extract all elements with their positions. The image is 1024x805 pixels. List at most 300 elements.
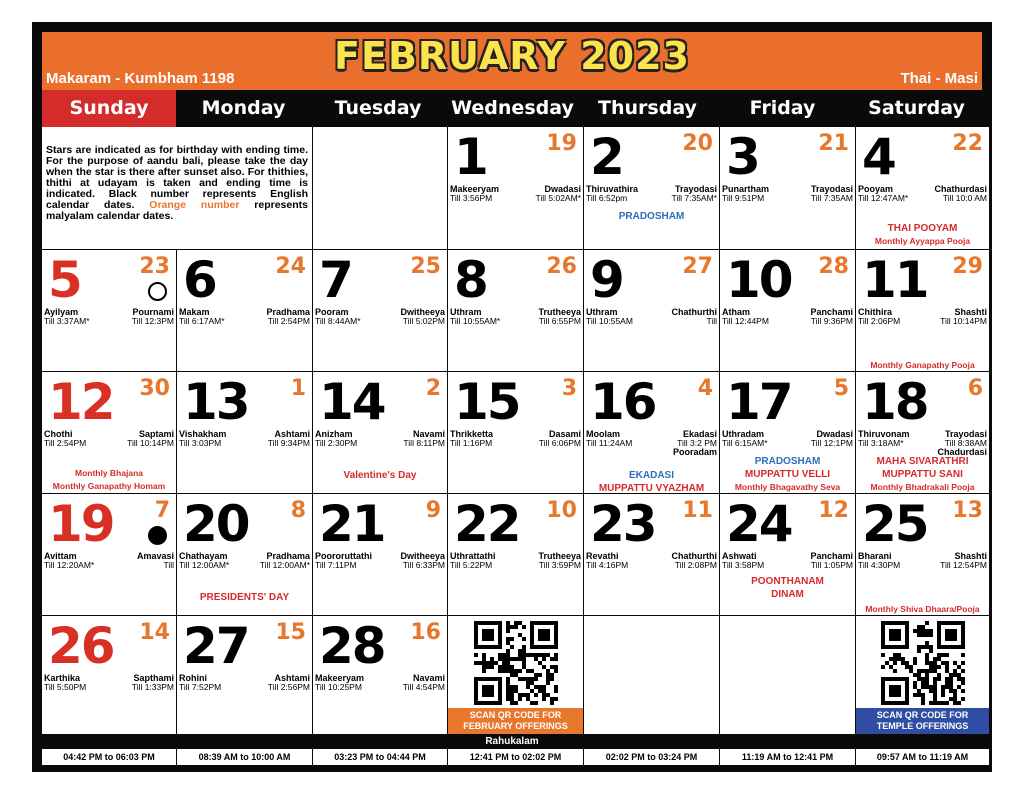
- day-cell-17: [720, 372, 855, 493]
- thithi-name: Dwitheeya: [400, 551, 445, 561]
- star-name: Pooyam: [858, 184, 894, 194]
- star-info: [722, 552, 764, 570]
- full-moon-icon: [148, 282, 167, 301]
- malayalam-date: 22: [952, 131, 983, 156]
- thithi-name: Dwitheeya: [400, 307, 445, 317]
- malayalam-date: 12: [818, 498, 849, 523]
- thithi-till: Till 12:1PM: [810, 438, 853, 448]
- thithi-till: Till: [163, 560, 174, 570]
- day-cell-28: [313, 616, 447, 734]
- day-cell-1: [448, 127, 583, 249]
- star-info: [179, 430, 226, 448]
- event-label: MAHA SIVARATHRI: [876, 456, 969, 467]
- malayalam-date: 8: [290, 498, 306, 523]
- thithi-info: [400, 308, 445, 326]
- rahukalam-friday: 11:19 AM to 12:41 PM: [720, 749, 855, 765]
- day-cell-13: [177, 372, 312, 493]
- thithi-till: Till 5:02PM: [402, 316, 445, 326]
- thithi-name: Panchami: [810, 307, 853, 317]
- star-info: [586, 430, 632, 448]
- event-label: MUPPATTU VELLI: [744, 469, 831, 480]
- star-till: Till 10:55AM: [586, 316, 633, 326]
- rahukalam-label: Rahukalam: [42, 734, 982, 749]
- malayalam-date: 21: [818, 131, 849, 156]
- star-name: Ayilyam: [44, 307, 79, 317]
- gregorian-date: 22: [454, 495, 520, 553]
- star-name: Thrikketta: [450, 429, 494, 439]
- gregorian-date: 24: [726, 495, 792, 553]
- rahukalam-wednesday: 12:41 PM to 02:02 PM: [448, 749, 583, 765]
- star-till: Till 2:54PM: [44, 438, 87, 448]
- day-cell-19: [42, 494, 176, 615]
- star-info: [44, 430, 86, 448]
- malayalam-date: 23: [139, 254, 170, 279]
- star-info: [858, 185, 908, 203]
- star-info: [44, 674, 86, 692]
- event-label: Monthly Bhagavathy Seva: [734, 482, 841, 492]
- thithi-info: [937, 430, 987, 457]
- qr-temple-caption: [856, 708, 989, 734]
- thithi-name: Trayodasi: [944, 429, 987, 439]
- day-cell-9: [584, 250, 719, 371]
- rahukalam-monday: 08:39 AM to 10:00 AM: [177, 749, 312, 765]
- day-cell-27: [177, 616, 312, 734]
- star-info: [450, 185, 499, 203]
- star-name: Chithira: [858, 307, 893, 317]
- malayalam-date: 4: [697, 376, 713, 401]
- thithi-info: [132, 308, 174, 326]
- malayalam-date: 28: [818, 254, 849, 279]
- malayalam-date: 20: [682, 131, 713, 156]
- event-label: POONTHANAM: [751, 576, 824, 587]
- star-till: Till 2:30PM: [315, 438, 358, 448]
- new-moon-icon: [148, 526, 167, 545]
- event-label: Valentine's Day: [343, 470, 417, 481]
- thithi-till: Till 7:35AM*: [671, 193, 717, 203]
- day-cell-11: [856, 250, 989, 371]
- star-till: Till 5:50PM: [44, 682, 87, 692]
- thithi-name: Pournami: [132, 307, 174, 317]
- thithi-till: Till 12:3PM: [131, 316, 174, 326]
- malayalam-date: 29: [952, 254, 983, 279]
- event-label: Monthly Ayyappa Pooja: [874, 236, 971, 246]
- thithi-info: [940, 552, 987, 570]
- rahukalam-row: [42, 749, 982, 765]
- event-label: Monthly Bhajana: [74, 468, 143, 478]
- thithi-name: Pradhama: [266, 551, 310, 561]
- gregorian-date: 1: [454, 128, 487, 186]
- malayalam-date: 30: [139, 376, 170, 401]
- malayalam-date: 11: [682, 498, 713, 523]
- thithi-info: [673, 430, 717, 457]
- qr-february-offerings[interactable]: [448, 616, 583, 734]
- malayalam-date: 24: [275, 254, 306, 279]
- thithi-name: Ashtami: [274, 429, 310, 439]
- thithi-name: Navami: [412, 673, 445, 683]
- weekday-header: [42, 90, 982, 127]
- qr-february-caption: [448, 708, 583, 734]
- thithi-till: Till 2:08PM: [674, 560, 717, 570]
- thithi-name: Chathurdasi: [934, 184, 987, 194]
- star-info: [858, 308, 900, 326]
- star-name: Bharani: [858, 551, 892, 561]
- malayalam-date: 2: [425, 376, 441, 401]
- star-info: [722, 430, 768, 448]
- thithi-info: [268, 674, 310, 692]
- event-label: PRADOSHAM: [754, 456, 821, 467]
- day-cell-21: [313, 494, 447, 615]
- thithi-info: [811, 185, 853, 203]
- weekday-tuesday: Tuesday: [311, 90, 445, 127]
- thithi-till: Till 12:00AM*: [259, 560, 310, 570]
- thithi-till: Till 1:05PM: [810, 560, 853, 570]
- star-till: Till 10:25PM: [315, 682, 362, 692]
- star-till: Till 2:06PM: [858, 316, 901, 326]
- qr-code-icon[interactable]: [474, 621, 558, 705]
- star-name: Moolam: [586, 429, 621, 439]
- calendar-grid: [42, 127, 987, 734]
- star-info: [450, 430, 493, 448]
- gregorian-date: 16: [590, 373, 656, 431]
- gregorian-date: 26: [48, 617, 114, 675]
- thithi-name: Saptami: [138, 429, 174, 439]
- star-name: Thiruvonam: [858, 429, 910, 439]
- thithi-info: [403, 674, 445, 692]
- malayalam-date: 25: [410, 254, 441, 279]
- gregorian-date: 2: [590, 128, 623, 186]
- event-label: MUPPATTU VYAZHAM: [598, 483, 705, 493]
- gregorian-date: 23: [590, 495, 656, 553]
- gregorian-date: 14: [319, 373, 385, 431]
- star-name: Uthradam: [722, 429, 765, 439]
- month-title: FEBRUARY 2023: [334, 34, 690, 78]
- star-name: Punartham: [722, 184, 770, 194]
- day-cell-23: [584, 494, 719, 615]
- qr-code-icon[interactable]: [881, 621, 965, 705]
- thithi-till: Till 9:34PM: [267, 438, 310, 448]
- star-till: Till 6:17AM*: [179, 316, 225, 326]
- star-info: [586, 185, 638, 203]
- thithi-name: Panchami: [810, 551, 853, 561]
- malayalam-month-label: Makaram - Kumbham 1198: [46, 70, 235, 87]
- star-name: Pooram: [315, 307, 349, 317]
- star-till: Till 3:37AM*: [44, 316, 90, 326]
- thithi-name: Trayodasi: [674, 184, 717, 194]
- star-till: Till 12:47AM*: [858, 193, 909, 203]
- day-cell-26: [42, 616, 176, 734]
- thithi-till: Till 1:33PM: [131, 682, 174, 692]
- star-info: [315, 430, 357, 448]
- event-label: THAI POOYAM: [887, 223, 958, 234]
- star-info: [858, 430, 910, 448]
- star-info: [179, 552, 229, 570]
- thithi-info: [268, 430, 310, 448]
- day-cell-7: [313, 250, 447, 371]
- malayalam-date: 7: [154, 498, 170, 523]
- thithi-info: [538, 308, 581, 326]
- day-cell-5: [42, 250, 176, 371]
- thithi-name: Chathurthi: [671, 307, 717, 317]
- malayalam-date: 15: [275, 620, 306, 645]
- star-till: Till 12:20AM*: [44, 560, 95, 570]
- thithi-name: Trutheeya: [538, 307, 581, 317]
- day-cell-14: [313, 372, 447, 493]
- thithi-info: [538, 552, 581, 570]
- malayalam-date: 1: [290, 376, 306, 401]
- event-label: DINAM: [771, 589, 804, 600]
- day-cell-25: [856, 494, 989, 615]
- thithi-info: [403, 430, 445, 448]
- malayalam-date: 16: [410, 620, 441, 645]
- star-name: Chothi: [44, 429, 73, 439]
- thithi-till: Till 8:11PM: [403, 438, 445, 448]
- event-label: PRADOSHAM: [618, 211, 685, 222]
- gregorian-date: 5: [48, 251, 81, 309]
- thithi-info: [671, 185, 717, 203]
- star-info: [722, 185, 769, 203]
- thithi-name: Navami: [412, 429, 445, 439]
- empty-day-cell: [720, 616, 855, 734]
- star-info: [315, 308, 361, 326]
- empty-day-cell: [313, 127, 447, 249]
- star-name: Ashwati: [722, 551, 757, 561]
- star-info: [315, 552, 372, 570]
- star-till: Till 4:30PM: [858, 560, 901, 570]
- thithi-name: Chathurthi: [671, 551, 717, 561]
- star-name: Vishakham: [179, 429, 227, 439]
- weekday-monday: Monday: [176, 90, 311, 127]
- thithi-extra: Chadurdasi: [937, 447, 987, 457]
- legend-text: Stars are indicated as for birthday with ending time. For the purpose of aandu bali, please take the day when the star is there after sunset also. For thithies, thithi at udayam is taken and ending time is indicated. Black number represents English calendar dates.: [46, 144, 308, 211]
- gregorian-date: 19: [48, 495, 114, 553]
- thithi-till: Till 3:59PM: [538, 560, 581, 570]
- star-till: Till 3:03PM: [179, 438, 222, 448]
- gregorian-date: 20: [183, 495, 249, 553]
- day-cell-22: [448, 494, 583, 615]
- star-till: Till 12:00AM*: [179, 560, 230, 570]
- gregorian-date: 7: [319, 251, 352, 309]
- thithi-info: [934, 185, 987, 203]
- thithi-till: Till 6:55PM: [538, 316, 581, 326]
- malayalam-date: 26: [546, 254, 577, 279]
- thithi-info: [811, 430, 853, 448]
- weekday-friday: Friday: [715, 90, 850, 127]
- weekday-sunday: Sunday: [42, 90, 176, 127]
- gregorian-date: 11: [862, 251, 928, 309]
- event-label: Monthly Bhadrakali Pooja: [870, 482, 975, 492]
- star-till: Till 8:44AM*: [315, 316, 361, 326]
- star-name: Rohini: [179, 673, 207, 683]
- thithi-till: Till 2:56PM: [267, 682, 310, 692]
- gregorian-date: 3: [726, 128, 759, 186]
- star-name: Chathayam: [179, 551, 228, 561]
- qr-temple-line2: TEMPLE OFFERINGS: [876, 721, 969, 731]
- day-cell-3: [720, 127, 855, 249]
- thithi-name: Dwadasi: [816, 429, 853, 439]
- star-name: Revathi: [586, 551, 619, 561]
- day-cell-8: [448, 250, 583, 371]
- thithi-info: [132, 674, 174, 692]
- gregorian-date: 25: [862, 495, 928, 553]
- star-till: Till 12:44PM: [722, 316, 769, 326]
- star-info: [450, 552, 496, 570]
- star-info: [44, 552, 94, 570]
- day-cell-4: [856, 127, 989, 249]
- malayalam-date: 19: [546, 131, 577, 156]
- gregorian-date: 8: [454, 251, 487, 309]
- thithi-info: [137, 552, 174, 570]
- day-cell-12: [42, 372, 176, 493]
- thithi-name: Sapthami: [133, 673, 174, 683]
- thithi-till: Till: [706, 316, 717, 326]
- qr-february-line1: SCAN QR CODE FOR: [469, 710, 562, 720]
- star-name: Poororuttathi: [315, 551, 372, 561]
- gregorian-date: 12: [48, 373, 114, 431]
- star-till: Till 4:16PM: [586, 560, 629, 570]
- day-cell-24: [720, 494, 855, 615]
- thithi-name: Ekadasi: [682, 429, 717, 439]
- thithi-till: Till 8:38AM: [944, 438, 987, 448]
- thithi-info: [127, 430, 174, 448]
- star-info: [858, 552, 900, 570]
- star-info: [179, 674, 221, 692]
- thithi-till: Till 3:2 PM: [677, 438, 717, 448]
- star-info: [722, 308, 769, 326]
- malayalam-date: 3: [561, 376, 577, 401]
- thithi-info: [810, 308, 853, 326]
- gregorian-date: 15: [454, 373, 520, 431]
- star-info: [179, 308, 225, 326]
- star-name: Atham: [722, 307, 751, 317]
- star-till: Till 10:55AM*: [450, 316, 501, 326]
- event-label: MUPPATTU SANI: [882, 469, 963, 480]
- event-label: EKADASI: [628, 470, 674, 481]
- thithi-name: Trayodasi: [810, 184, 853, 194]
- thithi-till: Till 10:14PM: [940, 316, 987, 326]
- tamil-month-label: Thai - Masi: [900, 70, 978, 87]
- thithi-info: [535, 185, 581, 203]
- event-label: Monthly Ganapathy Homam: [52, 481, 166, 491]
- star-name: Thiruvathira: [586, 184, 639, 194]
- thithi-till: Till 2:54PM: [267, 316, 310, 326]
- legend-note: [42, 127, 312, 249]
- legend-tail-text: represents malyalam calendar dates.: [46, 199, 308, 222]
- star-info: [44, 308, 90, 326]
- gregorian-date: 4: [862, 128, 895, 186]
- weekday-thursday: Thursday: [580, 90, 715, 127]
- star-name: Makam: [179, 307, 210, 317]
- star-till: Till 7:52PM: [179, 682, 222, 692]
- day-cell-18: [856, 372, 989, 493]
- star-name: Uthram: [450, 307, 482, 317]
- thithi-info: [266, 308, 310, 326]
- thithi-till: Till 10:14PM: [127, 438, 174, 448]
- thithi-info: [672, 308, 718, 326]
- thithi-name: Dwadasi: [544, 184, 581, 194]
- rahukalam-saturday: 09:57 AM to 11:19 AM: [856, 749, 989, 765]
- rahukalam-thursday: 02:02 PM to 03:24 PM: [584, 749, 719, 765]
- day-cell-15: [448, 372, 583, 493]
- gregorian-date: 6: [183, 251, 216, 309]
- thithi-info: [672, 552, 718, 570]
- event-label: PRESIDENTS' DAY: [199, 592, 290, 603]
- gregorian-date: 10: [726, 251, 792, 309]
- thithi-info: [260, 552, 310, 570]
- thithi-extra: Pooradam: [672, 447, 717, 457]
- malayalam-date: 5: [833, 376, 849, 401]
- event-label: Monthly Shiva Dhaara/Pooja: [865, 604, 980, 614]
- thithi-name: Pradhama: [266, 307, 310, 317]
- star-name: Avittam: [44, 551, 77, 561]
- star-till: Till 11:24AM: [586, 438, 633, 448]
- thithi-name: Amavasi: [136, 551, 174, 561]
- weekday-wednesday: Wednesday: [445, 90, 580, 127]
- star-till: Till 3:58PM: [722, 560, 765, 570]
- thithi-till: Till 6:33PM: [402, 560, 445, 570]
- calendar-frame: [32, 22, 992, 772]
- star-till: Till 6:15AM*: [722, 438, 768, 448]
- gregorian-date: 13: [183, 373, 249, 431]
- star-name: Karthika: [44, 673, 81, 683]
- star-till: Till 6:52pm: [586, 193, 628, 203]
- star-info: [586, 308, 633, 326]
- malayalam-date: 27: [682, 254, 713, 279]
- thithi-till: Till 10:0 AM: [942, 193, 987, 203]
- qr-february-line2: FEBRUARY OFFERINGS: [463, 721, 568, 731]
- thithi-info: [810, 552, 853, 570]
- star-till: Till 7:11PM: [315, 560, 357, 570]
- gregorian-date: 17: [726, 373, 792, 431]
- star-till: Till 9:51PM: [722, 193, 765, 203]
- thithi-till: Till 12:54PM: [940, 560, 987, 570]
- malayalam-date: 10: [546, 498, 577, 523]
- thithi-info: [940, 308, 987, 326]
- star-info: [586, 552, 628, 570]
- day-cell-2: [584, 127, 719, 249]
- legend-orange-text: Orange number: [149, 199, 240, 211]
- star-till: Till 3:18AM*: [858, 438, 904, 448]
- thithi-till: Till 7:35AM: [810, 193, 853, 203]
- malayalam-date: 9: [425, 498, 441, 523]
- thithi-info: [400, 552, 445, 570]
- thithi-name: Dasami: [548, 429, 581, 439]
- rahukalam-tuesday: 03:23 PM to 04:44 PM: [313, 749, 447, 765]
- day-cell-16: [584, 372, 719, 493]
- thithi-till: Till 6:06PM: [538, 438, 581, 448]
- thithi-till: Till 5:02AM*: [535, 193, 581, 203]
- gregorian-date: 21: [319, 495, 385, 553]
- thithi-name: Trutheeya: [538, 551, 581, 561]
- star-name: Uthram: [586, 307, 618, 317]
- gregorian-date: 18: [862, 373, 928, 431]
- thithi-name: Ashtami: [274, 673, 310, 683]
- malayalam-date: 13: [952, 498, 983, 523]
- day-cell-10: [720, 250, 855, 371]
- star-info: [315, 674, 364, 692]
- thithi-till: Till 9:36PM: [810, 316, 853, 326]
- qr-temple-line1: SCAN QR CODE FOR: [876, 710, 969, 720]
- star-name: Makeeryam: [315, 673, 365, 683]
- gregorian-date: 9: [590, 251, 623, 309]
- thithi-info: [539, 430, 581, 448]
- gregorian-date: 27: [183, 617, 249, 675]
- malayalam-date: 6: [967, 376, 983, 401]
- gregorian-date: 28: [319, 617, 385, 675]
- day-cell-6: [177, 250, 312, 371]
- thithi-till: Till 4:54PM: [402, 682, 445, 692]
- star-till: Till 1:16PM: [450, 438, 493, 448]
- qr-temple-offerings[interactable]: [856, 616, 989, 734]
